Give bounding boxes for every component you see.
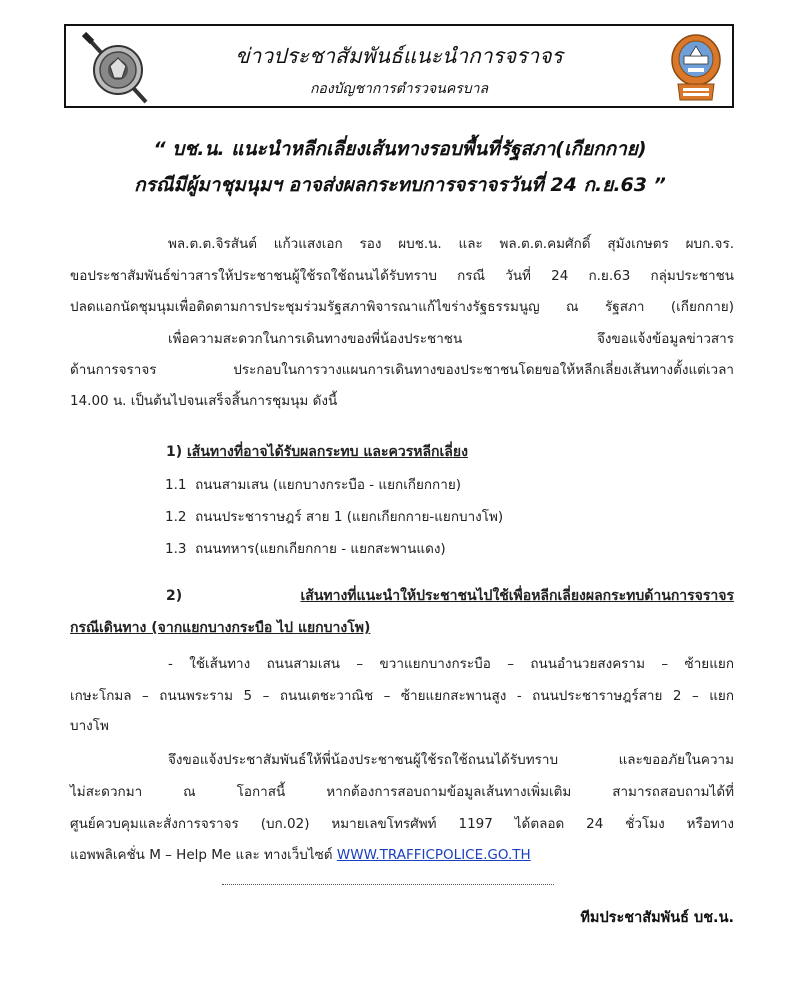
item-text: ถนนทหาร(แยกเกียกกาย - แยกสะพานแดง) bbox=[195, 541, 446, 557]
route-line-3: บางโพ bbox=[70, 718, 109, 734]
header-subtitle: กองบัญชาการตำรวจนครบาล bbox=[309, 81, 489, 97]
closing-line-1: จึงขอแจ้งประชาสัมพันธ์ให้พี่น้องประชาชนผู้ใช้รถใช้ถนนได้รับทราบ และขออภัยในความ bbox=[168, 752, 734, 768]
closing-line-2: ไม่สะดวกมา ณ โอกาสนี้ หากต้องการสอบถามข้อมูลเส้นทางเพิ่มเติม สามารถสอบถามได้ที่ bbox=[70, 784, 734, 800]
section-1-number: 1) bbox=[166, 444, 183, 460]
section-1-item bbox=[165, 473, 461, 495]
intro-line-1: พล.ต.ต.จิรสันต์ แก้วแสงเอก รอง ผบช.น. และ พล.ต.ต.คมศักดิ์ สุมังเกษตร ผบก.จร. bbox=[168, 236, 734, 252]
metropolitan-police-emblem-icon bbox=[668, 32, 724, 104]
purpose-line-1: เพื่อความสะดวกในการเดินทางของพี่น้องประชาชน จึงขอแจ้งข้อมูลข่าวสาร bbox=[168, 331, 734, 347]
section-2-title: เส้นทางที่แนะนำให้ประชาชนไปใช้เพื่อหลีกเลี่ยงผลกระทบด้านการจราจร bbox=[300, 588, 734, 604]
section-1-item bbox=[165, 537, 446, 559]
headline-line-1: “ บช.น. แนะนำหลีกเลี่ยงเส้นทางรอบพื้นที่รัฐสภา(เกียกกาย) bbox=[153, 138, 647, 160]
section-1-item bbox=[165, 505, 503, 527]
intro-line-2: ขอประชาสัมพันธ์ข่าวสารให้ประชาชนผู้ใช้รถใช้ถนนได้รับทราบ กรณี วันที่ 24 ก.ย.63 กลุ่มประชาชน bbox=[70, 268, 734, 284]
website-link[interactable]: WWW.TRAFFICPOLICE.GO.TH bbox=[336, 847, 531, 863]
route-line-2: เกษะโกมล – ถนนพระราม 5 – ถนนเตชะวาณิช – ซ้ายแยกสะพานสูง - ถนนประชาราษฎร์สาย 2 – แยก bbox=[70, 688, 734, 704]
header-title: ข่าวประชาสัมพันธ์แนะนำการจราจร bbox=[235, 44, 563, 68]
item-text: ถนนสามเสน (แยกบางกระบือ - แยกเกียกกาย) bbox=[195, 477, 461, 493]
section-1-title: เส้นทางที่อาจได้รับผลกระทบ และควรหลีกเลี่ยง bbox=[187, 444, 468, 460]
document-header bbox=[64, 24, 734, 108]
purpose-line-2: ด้านการจราจร ประกอบในการวางแผนการเดินทางของประชาชนโดยขอให้หลีกเลี่ยงเส้นทางตั้งแต่เวลา bbox=[70, 362, 734, 378]
item-number: 1.2 bbox=[165, 509, 187, 525]
signature: ทีมประชาสัมพันธ์ บช.น. bbox=[580, 910, 734, 926]
item-text: ถนนประชาราษฎร์ สาย 1 (แยกเกียกกาย-แยกบางโพ) bbox=[195, 509, 504, 525]
dotted-divider bbox=[222, 884, 554, 885]
intro-line-3: ปลดแอกนัดชุมนุมเพื่อติดตามการประชุมร่วมรัฐสภาพิจารณาแก้ไขร่างรัฐธรรมนูญ ณ รัฐสภา (เกียกกาย) bbox=[70, 299, 734, 315]
closing-line-3: ศูนย์ควบคุมและสั่งการจราจร (บก.02) หมายเลขโทรศัพท์ 1197 ได้ตลอด 24 ชั่วโมง หรือทาง bbox=[70, 816, 734, 832]
item-number: 1.1 bbox=[165, 477, 187, 493]
section-2-subtitle: กรณีเดินทาง (จากแยกบางกระบือ ไป แยกบางโพ) bbox=[70, 620, 371, 636]
route-line-1: - ใช้เส้นทาง ถนนสามเสน – ขวาแยกบางกระบือ – ถนนอำนวยสงคราม – ซ้ายแยก bbox=[168, 656, 734, 672]
section-2-number: 2) bbox=[166, 588, 183, 604]
headline-line-2: กรณีมีผู้มาชุมนุมฯ อาจส่งผลกระทบการจราจรวันที่ 24 ก.ย.63 ” bbox=[134, 174, 666, 196]
closing-line-4 bbox=[70, 843, 531, 865]
item-number: 1.3 bbox=[165, 541, 187, 557]
purpose-line-3: 14.00 น. เป็นต้นไปจนเสร็จสิ้นการชุมนุม ดังนี้ bbox=[70, 393, 338, 409]
section-2-heading bbox=[166, 585, 734, 607]
closing-line-4-text: แอพพลิเคชั่น M – Help Me และ ทางเว็บไซต์ bbox=[70, 847, 337, 863]
section-1-heading bbox=[166, 441, 468, 463]
